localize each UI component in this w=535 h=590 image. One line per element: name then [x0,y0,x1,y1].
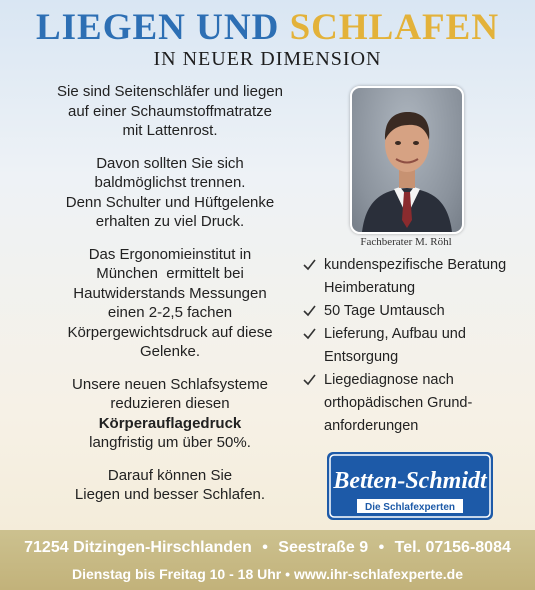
text-line: auf einer Schaumstoffmatratze [68,102,272,120]
benefit-item [300,300,530,323]
text-line: mit Lattenrost. [122,122,218,139]
footer-contact-line [0,539,535,557]
text-line: Denn Schulter und Hüftgelenke [65,193,275,211]
text-line: Davon sollten Sie sich [96,154,244,172]
logo-graphic [327,452,493,520]
paragraph-5 [20,466,320,505]
text-line: München ermittelt bei [96,265,244,282]
benefit-item [300,323,530,369]
footer-separator: • [285,566,291,582]
footer-separator: • [262,539,268,556]
benefit-text: anforderungen [324,418,419,434]
advisor-photo [350,86,464,234]
portrait-illustration [352,88,462,232]
body-text [20,82,320,518]
text-line: reduzieren diesen [110,395,230,412]
photo-caption: Fachberater M. Röhl [360,236,452,248]
text-line: Das Ergonomieinstitut in [88,245,252,263]
text-line: Unsere neuen Schlafsysteme [72,375,268,393]
benefit-text: kundenspezifische Beratung [324,257,507,273]
text-line: Hautwiderstands Messungen [73,284,267,302]
benefit-text: 50 Tage Umtausch [324,303,445,319]
benefit-text: Entsorgung [324,349,399,365]
footer-bar [0,530,535,590]
headline [0,6,535,49]
benefits-list [300,254,530,438]
subheadline: IN NEUER DIMENSION [153,48,382,70]
text-line: erhalten zu viel Druck. [95,213,245,230]
headline-part2: SCHLAFEN [289,7,500,48]
betten-schmidt-logo [327,452,493,520]
paragraph-1 [20,82,320,141]
headline-part1: LIEGEN UND [35,7,280,48]
footer-street: Seestraße 9 [278,539,369,556]
emphasis-text: Körperauflagedruck [98,414,242,432]
logo-name: Betten-Schmidt [333,468,487,494]
text-line: langfristig um über 50%. [89,434,251,451]
text-line: Gelenke. [139,343,201,360]
footer-hours-line [0,566,535,582]
paragraph-2 [20,154,320,232]
footer-phone: Tel. 07156-8084 [394,539,511,556]
footer-separator: • [378,539,385,556]
checkmark-icon [302,303,317,318]
text-line: Körpergewichtsdruck auf diese [67,323,273,341]
paragraph-4 [20,375,320,453]
logo-tagline: Die Schlafexperten [364,502,456,513]
paragraph-3 [20,245,320,362]
text-line: Sie sind Seitenschläfer und liegen [57,83,283,100]
footer-hours: Dienstag bis Freitag 10 - 18 Uhr [71,566,282,582]
benefit-item [300,254,530,300]
text-line: Darauf können Sie [107,466,233,484]
footer-address: 71254 Ditzingen-Hirschlanden [24,539,252,556]
benefit-text: orthopädischen Grund- [324,395,473,411]
checkmark-icon [302,326,317,341]
text-line: Liegen und besser Schlafen. [74,486,266,503]
text-line: einen 2-2,5 fachen [107,304,233,321]
benefit-text: Liegediagnose nach [324,372,454,388]
text-line: baldmöglichst trennen. [94,174,246,191]
benefit-item [300,369,530,438]
checkmark-icon [302,257,317,272]
benefit-text: Lieferung, Aufbau und [324,326,466,342]
checkmark-icon [302,372,317,387]
benefit-text: Heimberatung [324,280,416,296]
footer-website[interactable]: www.ihr-schlafexperte.de [293,566,464,582]
